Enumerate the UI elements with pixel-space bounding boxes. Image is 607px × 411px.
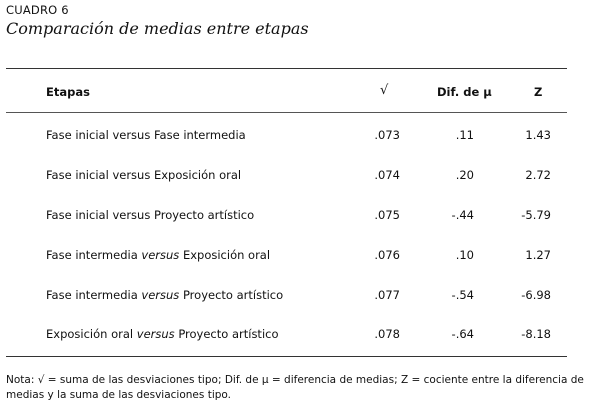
stage-b: Proyecto artístico: [153, 208, 255, 222]
stage-a: Fase inicial: [46, 208, 109, 222]
header-z: Z: [534, 85, 543, 99]
table-row: [0, 327, 607, 347]
header-rule: [6, 112, 567, 113]
table-row: [0, 208, 607, 228]
mean-difference-value: .11: [455, 128, 474, 142]
stage-b: Exposición oral: [153, 168, 242, 182]
stage-comparison: [46, 208, 254, 222]
header-dif-media: Dif. de μ: [437, 85, 492, 99]
stage-a: Fase inicial: [46, 168, 109, 182]
stage-a: Fase intermedia: [46, 288, 138, 302]
sqrt-value: .073: [374, 128, 400, 142]
stage-comparison: [46, 288, 283, 302]
stage-b: Exposición oral: [182, 248, 271, 262]
stage-comparison: [46, 168, 241, 182]
stage-a: Exposición oral: [46, 327, 134, 341]
stage-b: Proyecto artístico: [178, 327, 279, 341]
sqrt-value: .077: [374, 288, 400, 302]
z-value: 2.72: [525, 168, 551, 182]
versus-connector: versus: [112, 208, 151, 222]
note-line-1: Nota: √ = suma de las desviaciones tipo; Dif. de μ = diferencia de medias; Z = cociente entre la diferencia de: [6, 374, 584, 386]
table-row: [0, 248, 607, 268]
z-value: -6.98: [521, 288, 551, 302]
sqrt-value: .078: [374, 327, 400, 341]
mean-difference-value: -.54: [451, 288, 474, 302]
z-value: 1.27: [525, 248, 551, 262]
note-line-2: medias y la suma de las desviaciones tipo.: [6, 389, 231, 401]
header-sqrt: √: [380, 83, 389, 98]
z-value: 1.43: [525, 128, 551, 142]
table-note: [6, 373, 606, 403]
z-value: -8.18: [521, 327, 551, 341]
stage-a: Fase inicial: [46, 128, 109, 142]
bottom-rule: [6, 356, 567, 357]
versus-connector: versus: [136, 327, 175, 341]
versus-connector: versus: [141, 248, 180, 262]
sqrt-value: .074: [374, 168, 400, 182]
z-value: -5.79: [521, 208, 551, 222]
mean-difference-value: .10: [455, 248, 474, 262]
table-row: [0, 128, 607, 148]
sqrt-value: .075: [374, 208, 400, 222]
table-row: [0, 168, 607, 188]
versus-connector: versus: [112, 168, 151, 182]
top-rule: [6, 68, 567, 69]
sqrt-value: .076: [374, 248, 400, 262]
mean-difference-value: -.44: [451, 208, 474, 222]
mean-difference-value: -.64: [451, 327, 474, 341]
table-label: CUADRO 6: [6, 3, 69, 17]
stage-a: Fase intermedia: [46, 248, 138, 262]
versus-connector: versus: [141, 288, 180, 302]
stage-b: Proyecto artístico: [182, 288, 284, 302]
table-row: [0, 288, 607, 308]
header-etapas: Etapas: [46, 85, 90, 99]
stage-comparison: [46, 248, 270, 262]
stage-comparison: [46, 327, 279, 341]
mean-difference-value: .20: [455, 168, 474, 182]
table-title: Comparación de medias entre etapas: [6, 19, 309, 38]
stage-b: Fase intermedia: [153, 128, 246, 142]
stage-comparison: [46, 128, 246, 142]
versus-connector: versus: [112, 128, 151, 142]
